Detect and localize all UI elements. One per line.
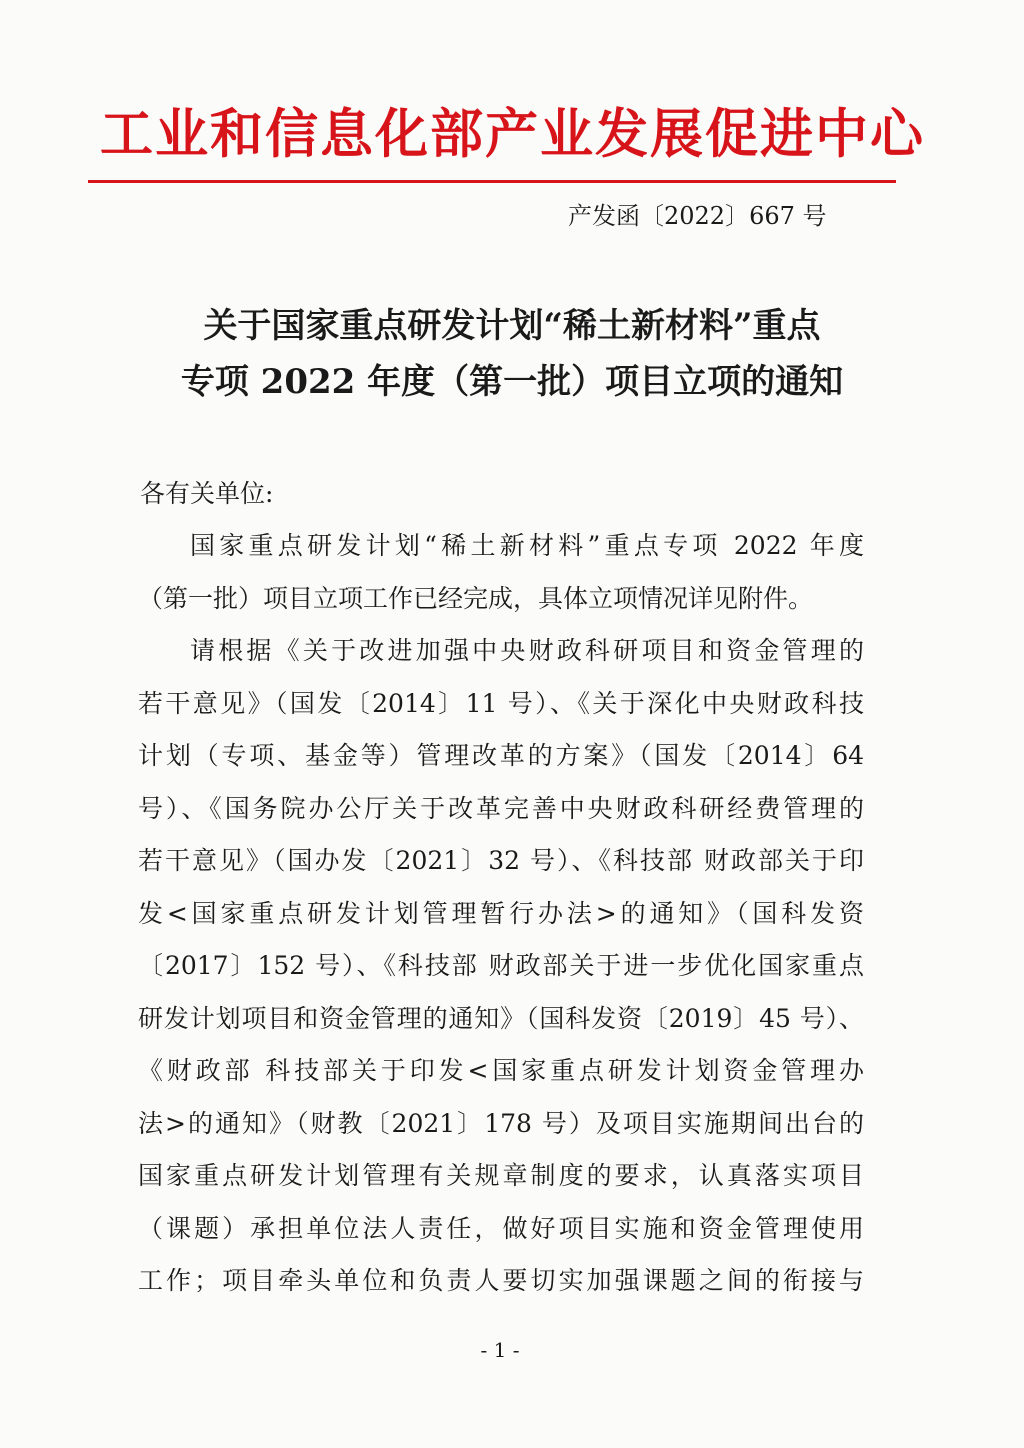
body-line: 发<国家重点研发计划管理暂行办法>的通知》（国科发资: [138, 898, 864, 928]
body-line: 〔2017〕152 号）、《科技部 财政部关于进一步优化国家重点: [138, 951, 864, 980]
body-line: （第一批）项目立项工作已经完成，具体立项情况详见附件。: [138, 583, 814, 613]
body-line: 国家重点研发计划“稀土新材料”重点专项 2022 年度: [190, 531, 864, 560]
page-number: - 1 -: [480, 1338, 520, 1362]
body-line: 研发计划项目和资金管理的通知》（国科发资〔2019〕45 号）、: [138, 1003, 864, 1033]
body-line: 国家重点研发计划管理有关规章制度的要求，认真落实项目: [138, 1161, 864, 1190]
body-line: 若干意见》（国办发〔2021〕32 号）、《科技部 财政部关于印: [138, 846, 864, 875]
document-number: 产发函〔2022〕667 号: [568, 202, 827, 230]
body-line: 号）、《国务院办公厅关于改革完善中央财政科研经费管理的: [138, 793, 864, 823]
body-line: （课题）承担单位法人责任，做好项目实施和资金管理使用: [138, 1213, 864, 1243]
body-line: 请根据《关于改进加强中央财政科研项目和资金管理的: [190, 636, 864, 665]
body-text: [138, 528, 864, 1316]
salutation: 各有关单位:: [140, 479, 274, 508]
body-line: 《财政部 科技部关于印发<国家重点研发计划资金管理办: [138, 1056, 864, 1085]
body-line: 计划（专项、基金等）管理改革的方案》（国发〔2014〕64: [138, 741, 864, 770]
red-divider-line: [88, 180, 896, 183]
body-line: 若干意见》（国发〔2014〕11 号）、《关于深化中央财政科技: [138, 688, 864, 718]
organization-header: 工业和信息化部产业发展促进中心: [100, 103, 925, 165]
document-title: [120, 298, 904, 410]
body-line: 工作；项目牵头单位和负责人要切实加强课题之间的衔接与: [138, 1266, 864, 1295]
body-line: 法>的通知》（财教〔2021〕178 号）及项目实施期间出台的: [138, 1108, 864, 1138]
title-line-1: 关于国家重点研发计划“稀土新材料”重点: [203, 306, 821, 346]
title-line-2: 专项 2022 年度（第一批）项目立项的通知: [180, 362, 844, 402]
